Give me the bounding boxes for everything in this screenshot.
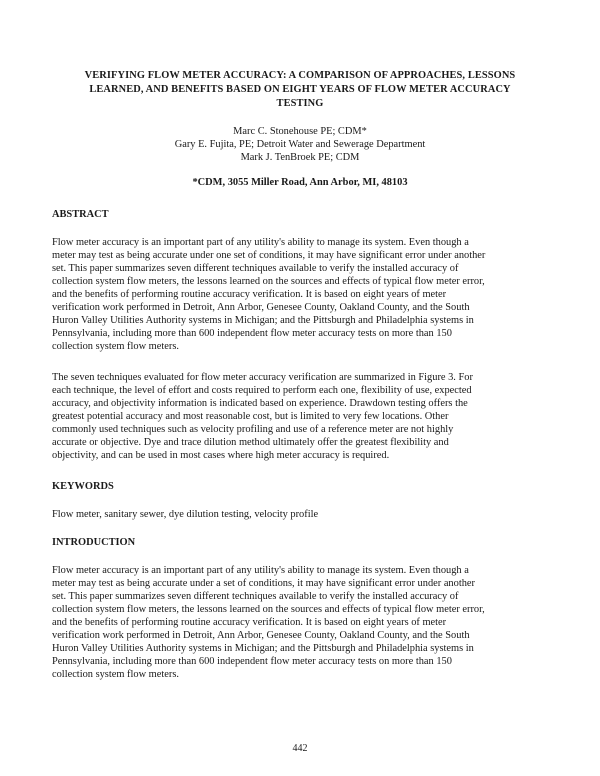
text-line: meter may test as being accurate under one set of conditions, it may have significant error under another — [52, 250, 486, 261]
text-line: collection system flow meters. — [52, 341, 179, 352]
text-line: commonly used techniques such as velocity profiling and use of a reference meter are not highly — [52, 424, 454, 435]
text-line: The seven techniques evaluated for flow meter accuracy verification are summarized in Figure 3. For — [52, 372, 473, 383]
text-line: objectivity, and can be used in most cases where high meter accuracy is required. — [52, 450, 390, 461]
introduction-heading: INTRODUCTION — [52, 537, 136, 548]
title-line: LEARNED, AND BENEFITS BASED ON EIGHT YEARS OF FLOW METER ACCURACY — [89, 84, 511, 95]
text-line: collection system flow meters, the lessons learned on the sources and effects of typical flow meter error, — [52, 604, 485, 615]
text-line: collection system flow meters, the lessons learned on the sources and effects of typical flow meter error, — [52, 276, 485, 287]
abstract-heading: ABSTRACT — [52, 209, 109, 220]
text-line: collection system flow meters. — [52, 669, 179, 680]
text-line: Pennsylvania, including more than 600 independent flow meter accuracy tests on more than 150 — [52, 328, 452, 339]
paper-title — [55, 69, 545, 111]
text-line: accurate or objective. Dye and trace dilution method ultimately offer the greatest flexibility and — [52, 437, 449, 448]
text-line: and the benefits of performing routine accuracy verification. It is based on eight years of meter — [52, 617, 447, 628]
author-list — [55, 125, 545, 164]
keywords-text: Flow meter, sanitary sewer, dye dilution testing, velocity profile — [52, 509, 319, 520]
text-line: set. This paper summarizes seven different techniques available to verify the installed accuracy of — [52, 263, 459, 274]
text-line: accuracy, and objectivity information is indicated based on experience. Drawdown testing offers the — [52, 398, 468, 409]
text-line: Flow meter accuracy is an important part of any utility's ability to manage its system. Even though a — [52, 237, 469, 248]
author-line: Marc C. Stonehouse PE; CDM* — [233, 126, 367, 137]
text-line: Flow meter accuracy is an important part of any utility's ability to manage its system. Even though a — [52, 565, 469, 576]
page-number: 442 — [292, 743, 308, 754]
title-line: TESTING — [276, 98, 324, 109]
text-line: set. This paper summarizes seven different techniques available to verify the installed accuracy of — [52, 591, 459, 602]
text-line: verification work performed in Detroit, Ann Arbor, Genesee County, Oakland County, and the South — [52, 630, 470, 641]
text-line: each technique, the level of effort and costs required to perform each one, flexibility of use, expected — [52, 385, 472, 396]
title-line: VERIFYING FLOW METER ACCURACY: A COMPARISON OF APPROACHES, LESSONS — [84, 70, 516, 81]
affiliation: *CDM, 3055 Miller Road, Ann Arbor, MI, 48103 — [192, 177, 408, 188]
abstract-paragraph-1 — [52, 236, 552, 353]
text-line: meter may test as being accurate under a set of conditions, it may have significant error under another — [52, 578, 475, 589]
author-line: Gary E. Fujita, PE; Detroit Water and Sewerage Department — [174, 139, 426, 150]
introduction-paragraph-1 — [52, 564, 552, 681]
keywords-heading: KEYWORDS — [52, 481, 114, 492]
text-line: greatest potential accuracy and most reasonable cost, but is limited to very few locations. Other — [52, 411, 449, 422]
text-line: and the benefits of performing routine accuracy verification. It is based on eight years of meter — [52, 289, 447, 300]
text-line: Huron Valley Utilities Authority systems in Michigan; and the Pittsburgh and Philadelphia systems in — [52, 315, 474, 326]
text-line: verification work performed in Detroit, Ann Arbor, Genesee County, Oakland County, and the South — [52, 302, 470, 313]
author-line: Mark J. TenBroek PE; CDM — [240, 152, 360, 163]
abstract-paragraph-2 — [52, 371, 552, 462]
text-line: Huron Valley Utilities Authority systems in Michigan; and the Pittsburgh and Philadelphia systems in — [52, 643, 474, 654]
text-line: Pennsylvania, including more than 600 independent flow meter accuracy tests on more than 150 — [52, 656, 452, 667]
